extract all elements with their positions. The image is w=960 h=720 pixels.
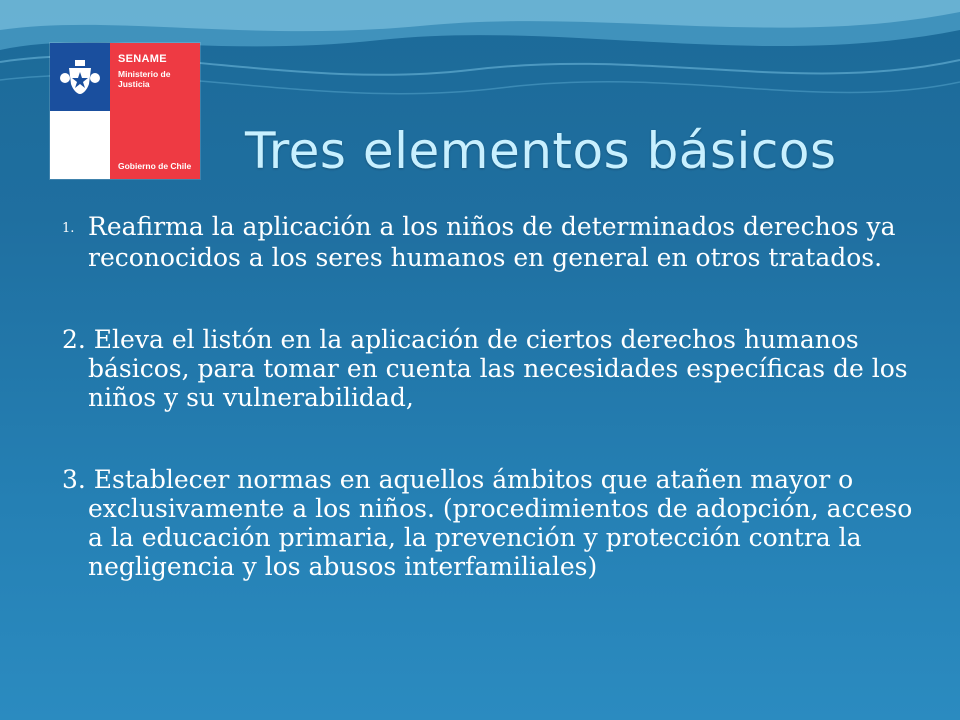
list-item-text: Reafirma la aplicación a los niños de determinados derechos ya reconocidos a los seres humanos en general en otros tratados.: [88, 212, 896, 272]
sename-logo: [50, 43, 200, 179]
slide-body: [62, 212, 922, 581]
list-item-text: 2. Eleva el listón en la aplicación de ciertos derechos humanos básicos, para tomar en cuenta las necesidades específicas de los niños y su vulnerabilidad,: [62, 325, 908, 412]
logo-government: Gobierno de Chile: [118, 161, 192, 171]
logo-name: SENAME: [118, 53, 167, 65]
logo-text-panel: [110, 43, 200, 179]
logo-flag-white: [50, 111, 110, 179]
logo-flag-blue: [50, 43, 110, 111]
list-item: [62, 325, 922, 412]
list-item-text: 3. Establecer normas en aquellos ámbitos que atañen mayor o exclusivamente a los niños. (procedimientos de adopción, acceso a la educación primaria, la prevención y protección contra la negligencia y los abusos interfamiliales): [62, 465, 913, 581]
list-item: [62, 465, 922, 581]
list-item: [62, 212, 922, 272]
logo-ministry: Ministerio de Justicia: [118, 69, 171, 89]
logo-flag-panel: [50, 43, 110, 179]
list-number: 1.: [62, 221, 75, 236]
coat-of-arms-icon: [57, 54, 103, 100]
slide-title: Tres elementos básicos: [245, 122, 837, 180]
